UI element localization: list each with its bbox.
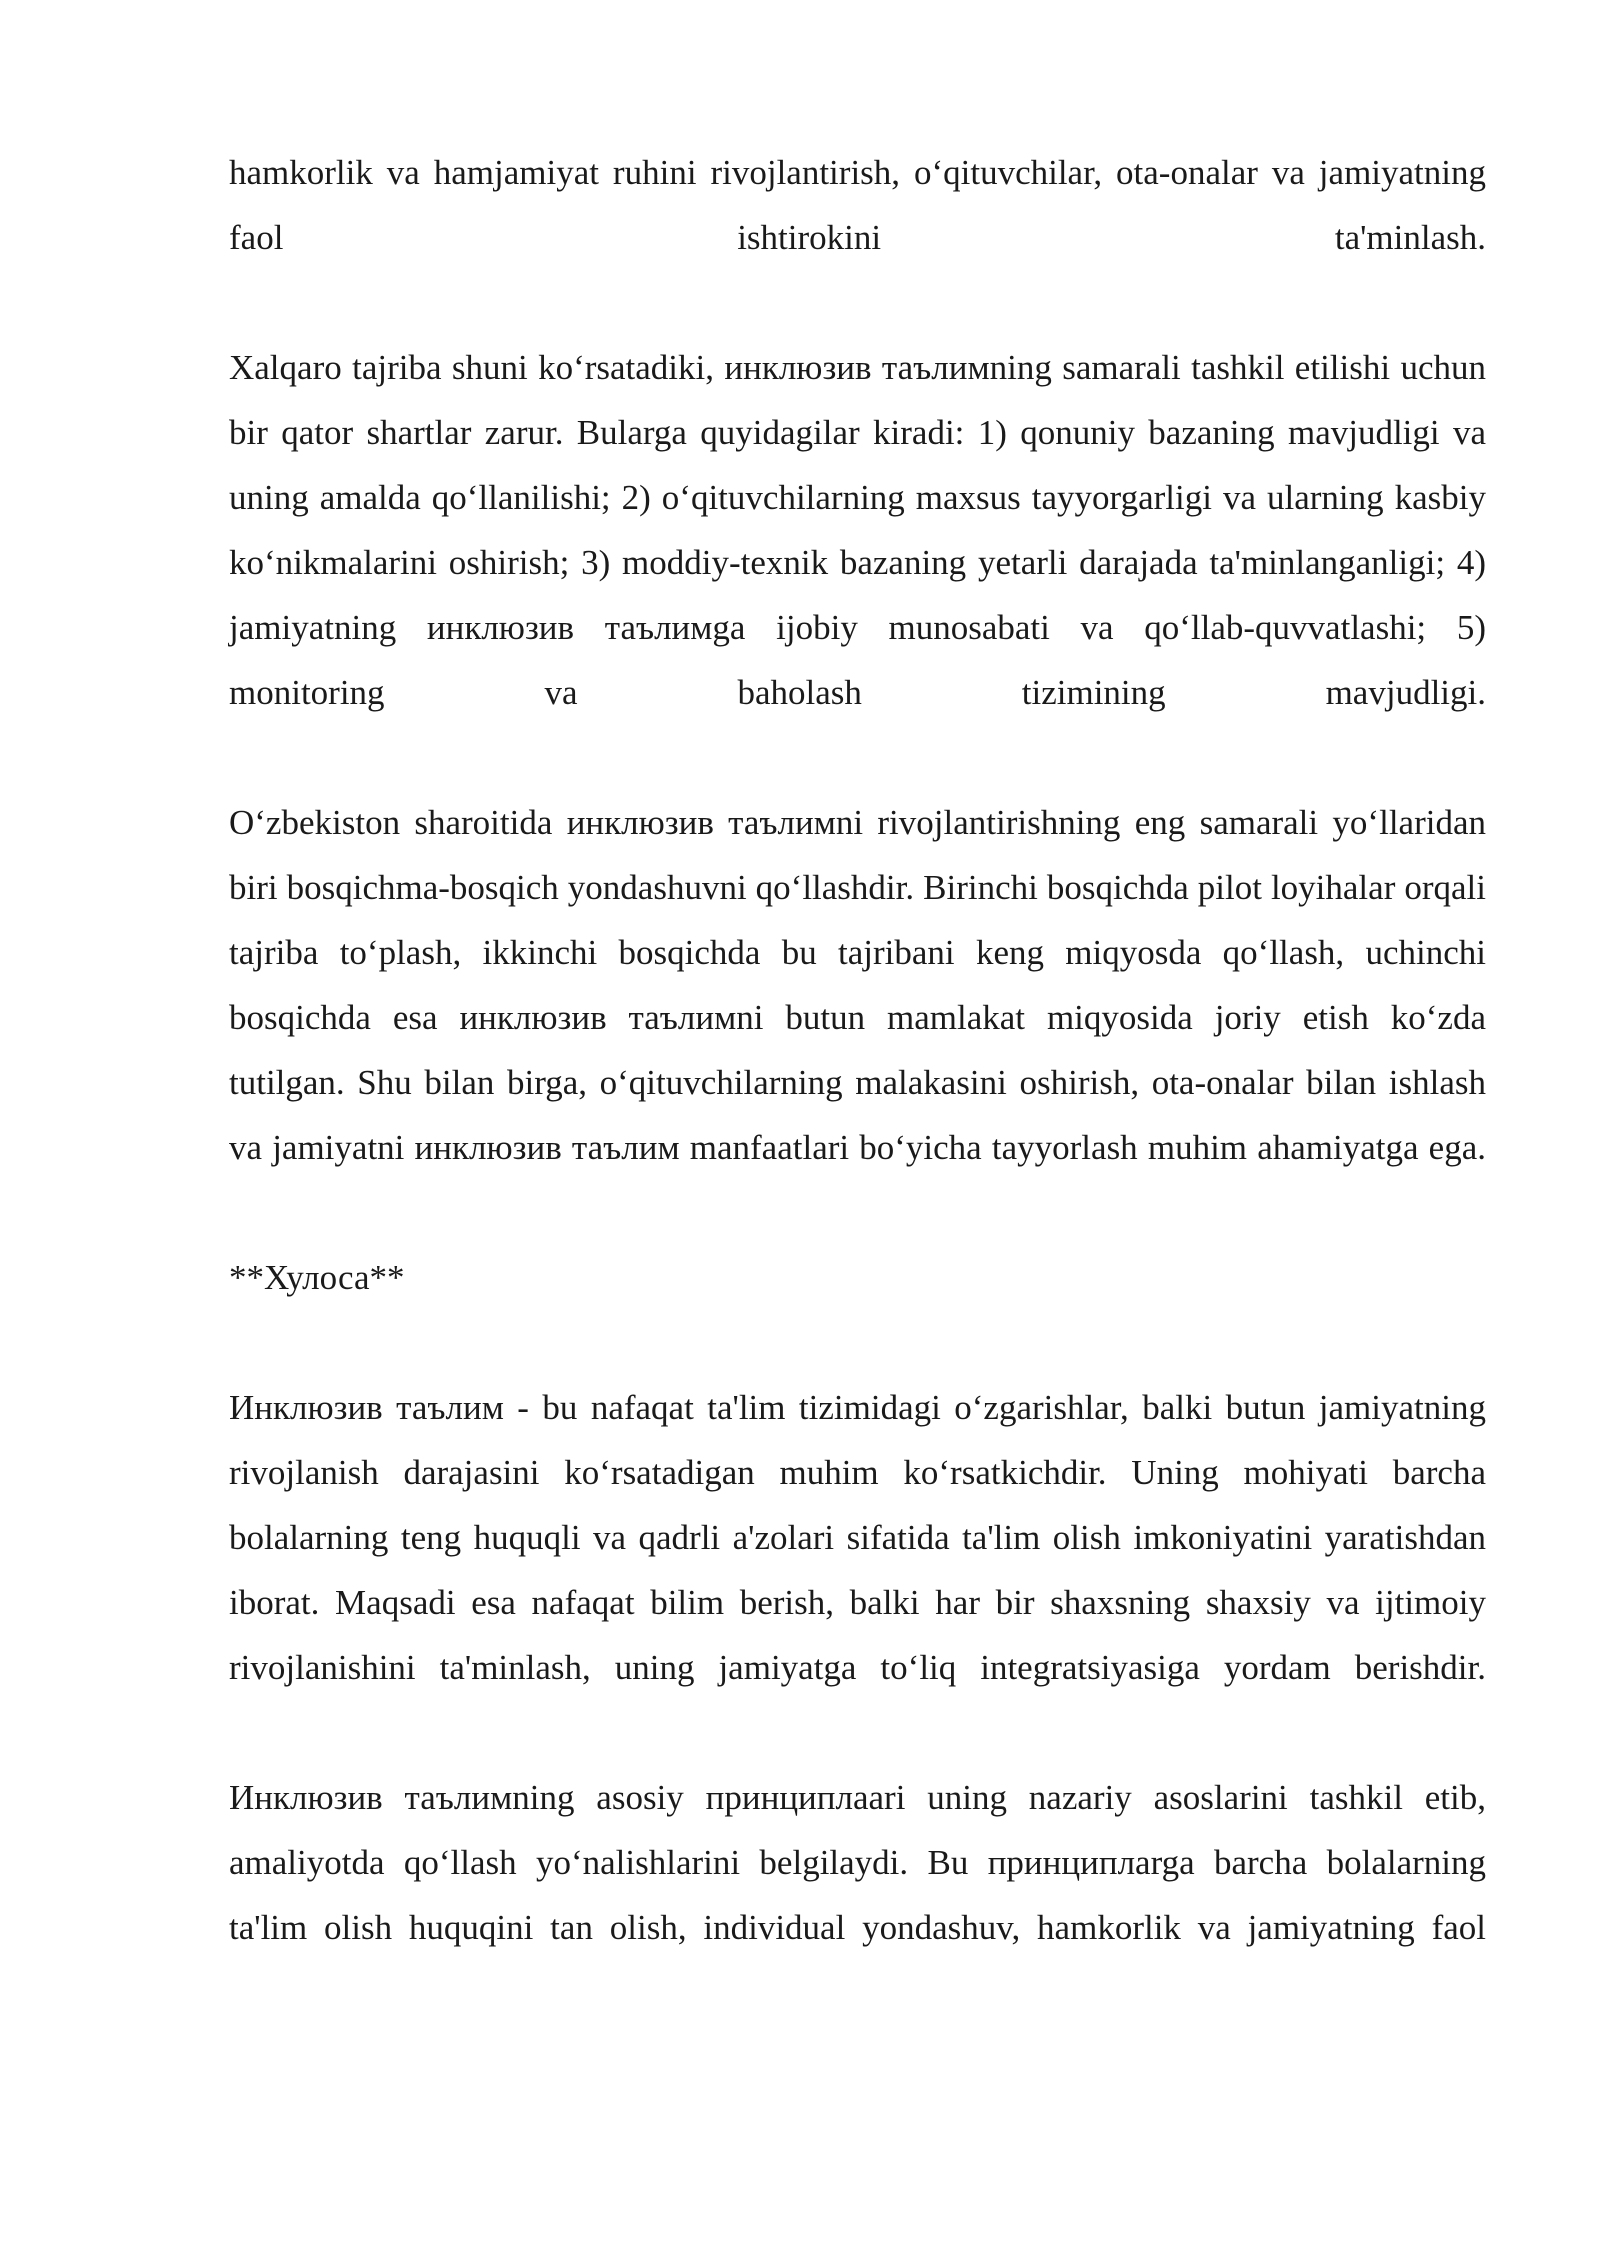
paragraph-4: Инклюзив таълим - bu nafaqat ta'lim tizimidagi oʻzgarishlar, balki butun jamiyatning rivojlanish darajasini koʻrsatadigan muhim koʻrsatkichdir. Uning mohiyati barcha bolalarning teng huquqli va qadrli a'zolari sifatida ta'lim olish imkoniyatini yaratishdan iborat. Maqsadi esa nafaqat bilim berish, balki har bir shaxsning shaxsiy va ijtimoiy rivojlanishini ta'minlash, uning jamiyatga toʻliq integratsiyasiga yordam berishdir. (229, 1388, 1486, 1687)
section-heading: **Хулоса** (229, 1258, 405, 1297)
paragraph-5: Инклюзив таълимning asosiy принциплаari uning nazariy asoslarini tashkil etib, amaliyotda qoʻllash yoʻnalishlarini belgilaydi. Bu принциплarga barcha bolalarning ta'lim olish huquqini tan olish, individual yondashuv, hamkorlik va jamiyatning faol (229, 1778, 1486, 1947)
paragraph-3: Oʻzbekiston sharoitida инклюзив таълимni rivojlantirishning eng samarali yoʻllaridan biri bosqichma-bosqich yondashuvni qoʻllashdir. Birinchi bosqichda pilot loyihalar orqali tajriba toʻplash, ikkinchi bosqichda bu tajribani keng miqyosda qoʻllash, uchinchi bosqichda esa инклюзив таълимni butun mamlakat miqyosida joriy etish koʻzda tutilgan. Shu bilan birga, oʻqituvchilarning malakasini oshirish, ota-onalar bilan ishlash va jamiyatni инклюзив таълим manfaatlari boʻyicha tayyorlash muhim ahamiyatga ega. (229, 803, 1486, 1167)
paragraph-1: hamkorlik va hamjamiyat ruhini rivojlantirish, oʻqituvchilar, ota-onalar va jamiyatning faol ishtirokini ta'minlash. (229, 153, 1486, 257)
paragraph-2: Xalqaro tajriba shuni koʻrsatadiki, инклюзив таълимning samarali tashkil etilishi uchun bir qator shartlar zarur. Bularga quyidagilar kiradi: 1) qonuniy bazaning mavjudligi va uning amalda qoʻllanilishi; 2) oʻqituvchilarning maxsus tayyorgarligi va ularning kasbiy koʻnikmalarini oshirish; 3) moddiy-texnik bazaning yetarli darajada ta'minlanganligi; 4) jamiyatning инклюзив таълимga ijobiy munosabati va qoʻllab-quvvatlashi; 5) monitoring va baholash tizimining mavjudligi. (229, 348, 1486, 712)
document-body (229, 140, 1486, 1960)
